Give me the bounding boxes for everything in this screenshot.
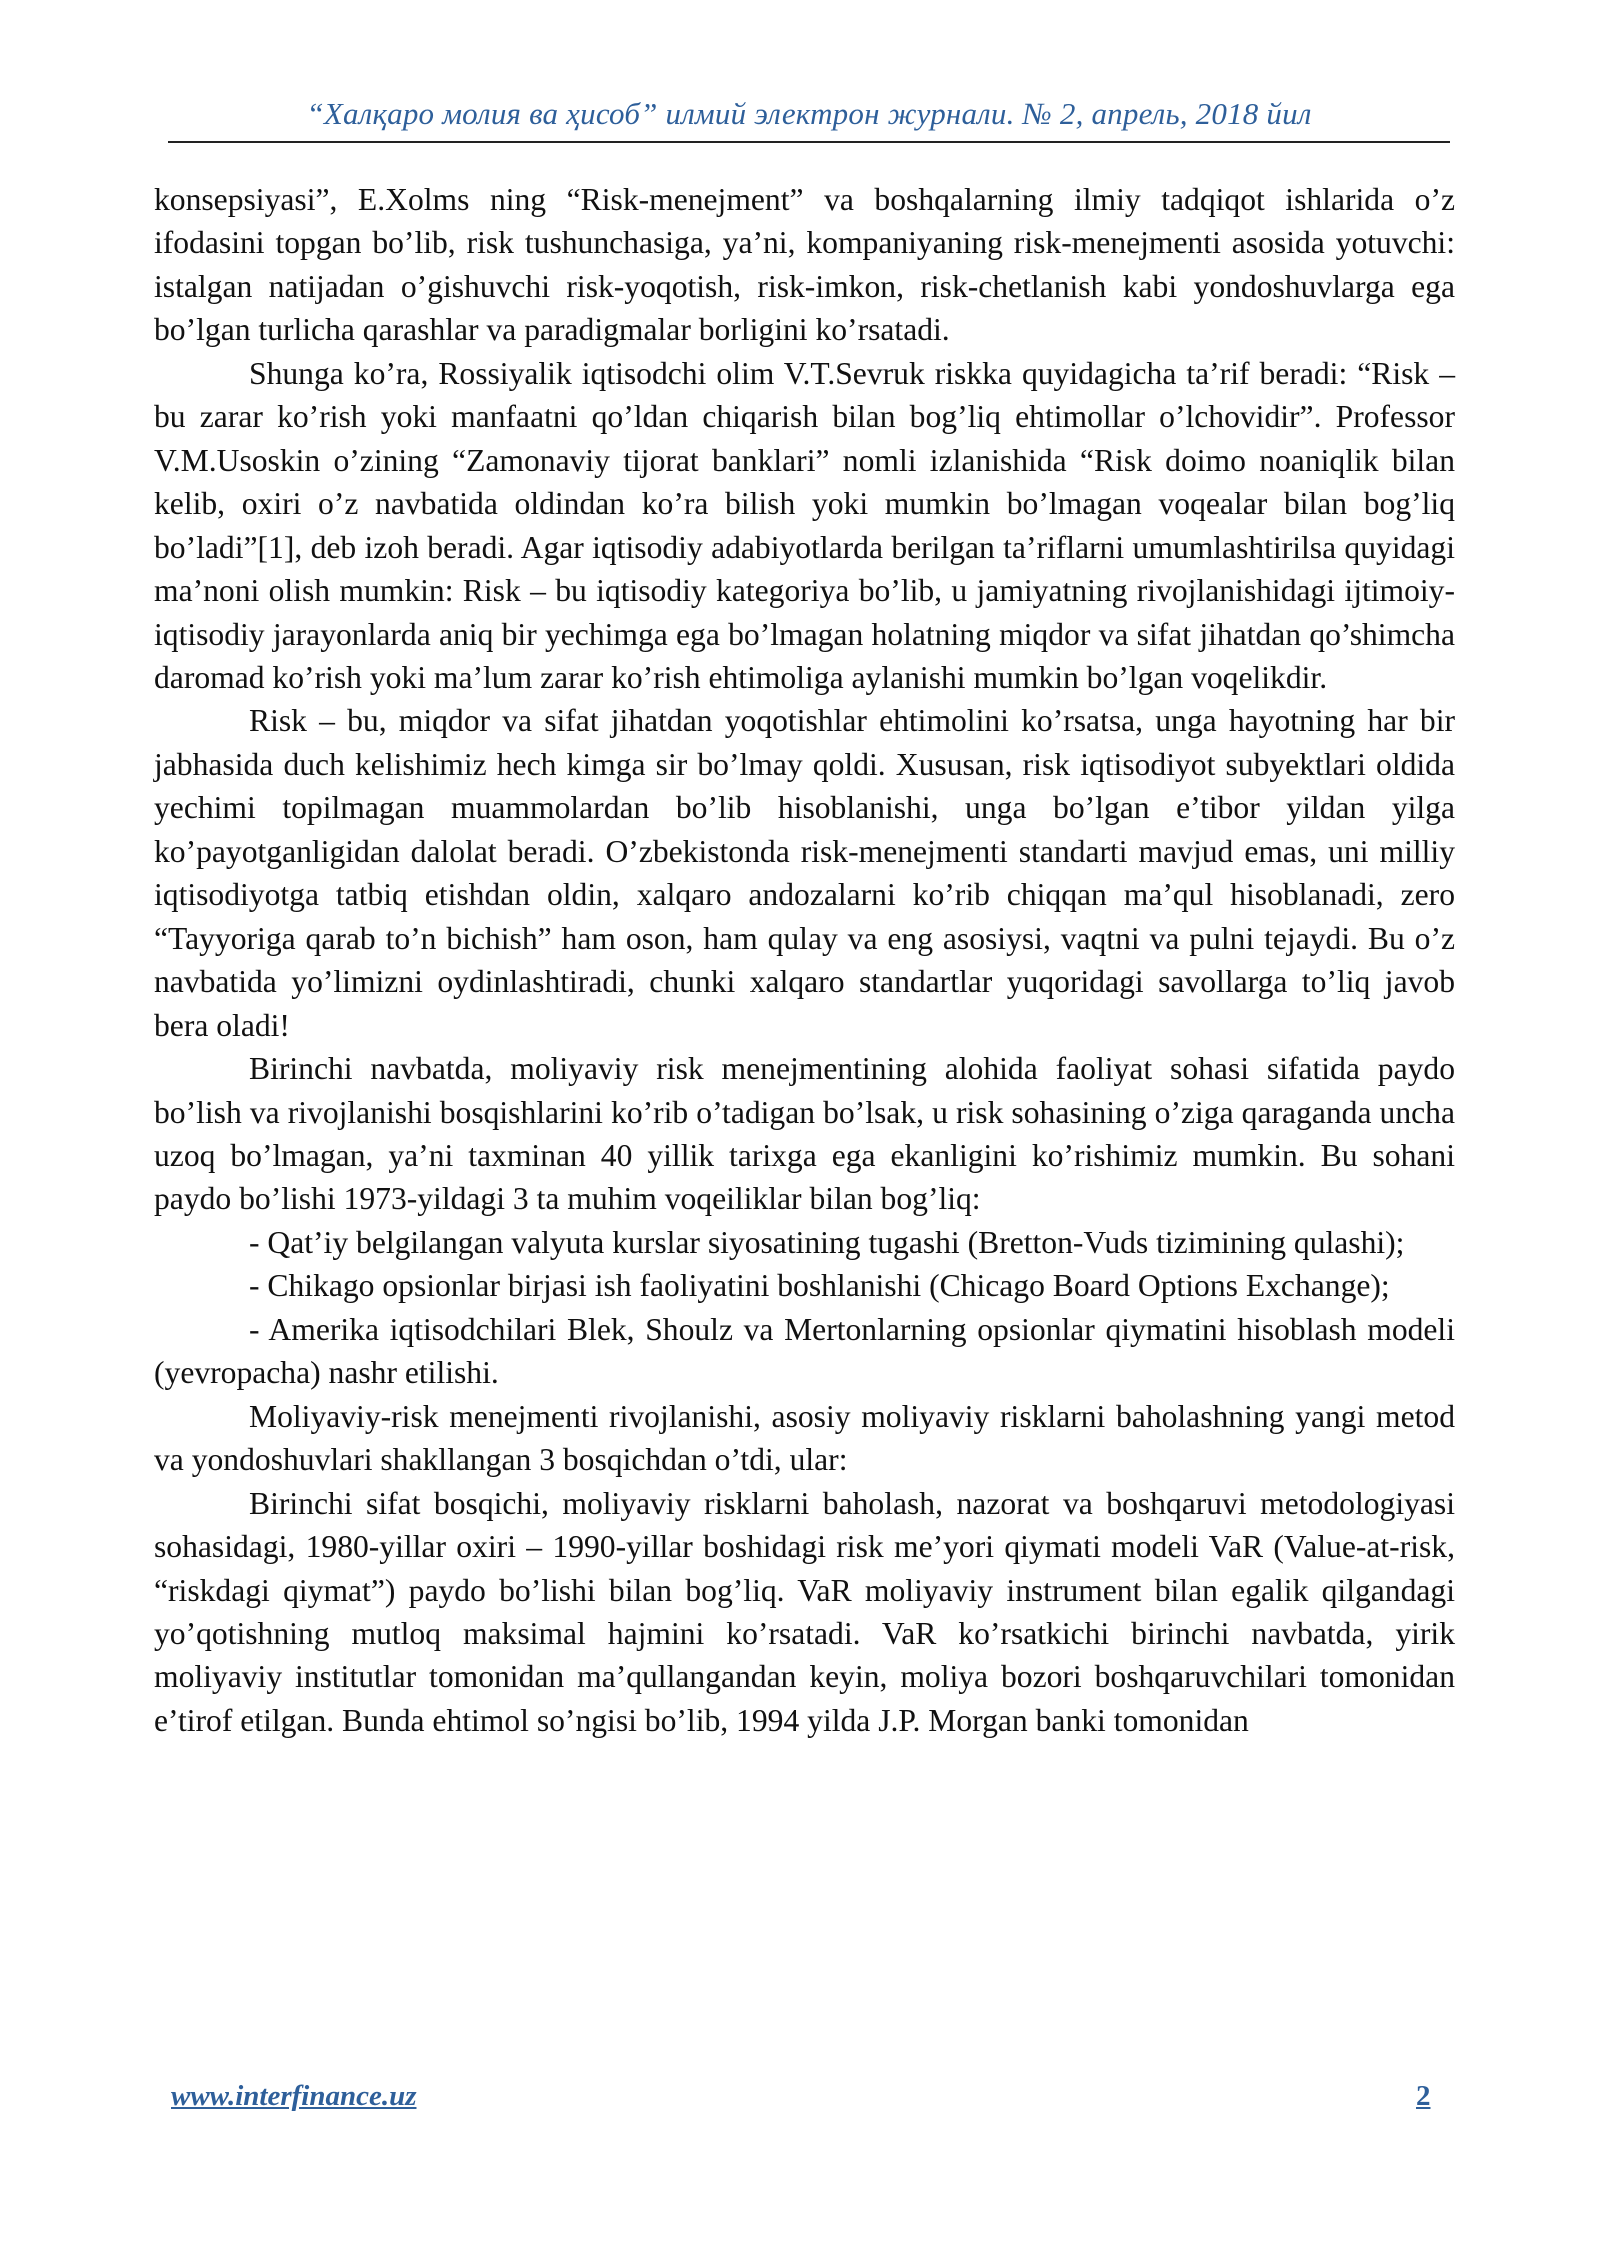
paragraph: Moliyaviy-risk menejmenti rivojlanishi, asosiy moliyaviy risklarni baholashning yangi metod va yondoshuvlari shakllangan 3 bosqichdan o’tdi, ular: — [154, 1398, 1455, 1478]
paragraph: Risk – bu, miqdor va sifat jihatdan yoqotishlar ehtimolini ko’rsatsa, unga hayotning har bir jabhasida duch kelishimiz hech kimga sir bo’lmay qoldi. Xususan, risk iqtisodiyot subyektlari oldida yechimi topilmagan muammolardan bo’lib hisoblanishi, unga bo’lgan e’tibor yildan yilga ko’payotganligidan dalolat beradi. O’zbekistonda risk-menejmenti standarti mavjud emas, uni milliy iqtisodiyotga tatbiq etishdan oldin, xalqaro andozalarni ko’rib chiqqan ma’qul hisoblanadi, zero “Tayyoriga qarab to’n bichish” ham oson, ham qulay va eng asosiysi, vaqtni va pulni tejaydi. Bu o’z navbatida yo’limizni oydinlashtiradi, chunki xalqaro standartlar yuqoridagi savollarga to’liq javob bera oladi! — [154, 703, 1455, 1043]
list-item: - Amerika iqtisodchilari Blek, Shoulz va Mertonlarning opsionlar qiymatini hisoblash modeli (yevropacha) nashr etilishi. — [154, 1311, 1455, 1391]
paragraph: konsepsiyasi”, E.Xolms ning “Risk-menejment” va boshqalarning ilmiy tadqiqot ishlarida o’z ifodasini topgan bo’lib, risk tushunchasiga, ya’ni, kompaniyaning risk-menejmenti asosida yotuvchi: istalgan natijadan o’gishuvchi risk-yoqotish, risk-imkon, risk-chetlanish kabi yondoshuvlarga ega bo’lgan turlicha qarashlar va paradigmalar borligini ko’rsatadi. — [154, 182, 1455, 348]
paragraph: Birinchi sifat bosqichi, moliyaviy risklarni baholash, nazorat va boshqaruvi metodologiyasi sohasidagi, 1980-yillar oxiri – 1990-yillar boshidagi risk me’yori qiymati modeli VaR (Value-at-risk, “riskdagi qiymat”) paydo bo’lishi bilan bog’liq. VaR moliyaviy instrument bilan egalik qilgandagi yo’qotishning mutloq maksimal hajmini ko’rsatadi. VaR ko’rsatkichi birinchi navbatda, yirik moliyaviy institutlar tomonidan ma’qullangandan keyin, moliya bozori boshqaruvchilari tomonidan e’tirof etilgan. Bunda ehtimol so’ngisi bo’lib, 1994 yilda J.P. Morgan banki tomonidan — [154, 1485, 1455, 1738]
journal-header: “Халқаро молия ва ҳисоб” илмий электрон журнали. № 2, апрель, 2018 йил — [306, 96, 1312, 131]
article-body — [154, 178, 1455, 1742]
paragraph: Birinchi navbatda, moliyaviy risk menejmentining alohida faoliyat sohasi sifatida paydo bo’lish va rivojlanishi bosqishlarini ko’rib o’tadigan bo’lsak, u risk sohasining o’ziga qaraganda uncha uzoq bo’lmagan, ya’ni taxminan 40 yillik tarixga ega ekanligini ko’rishimiz mumkin. Bu sohani paydo bo’lishi 1973-yildagi 3 ta muhim voqeiliklar bilan bog’liq: — [154, 1051, 1455, 1217]
website-link[interactable]: www.interfinance.uz — [171, 2080, 417, 2112]
header-rule — [168, 141, 1450, 143]
page-number: 2 — [1416, 2080, 1431, 2112]
list-item: - Qat’iy belgilangan valyuta kurslar siyosatining tugashi (Bretton-Vuds tizimining qulashi); — [249, 1224, 1405, 1260]
paragraph: Shunga ko’ra, Rossiyalik iqtisodchi olim V.T.Sevruk riskka quyidagicha ta’rif beradi: “Risk – bu zarar ko’rish yoki manfaatni qo’ldan chiqarish bilan bog’liq ehtimollar o’lchovidir”. Professor V.M.Usoskin o’zining “Zamonaviy tijorat banklari” nomli izlanishida “Risk doimo noaniqlik bilan kelib, oxiri o’z navbatida oldindan ko’ra bilish yoki mumkin bo’lmagan voqealar bilan bog’liq bo’ladi”[1], deb izoh beradi. Agar iqtisodiy adabiyotlarda berilgan ta’riflarni umumlashtirilsa quyidagi ma’noni olish mumkin: Risk – bu iqtisodiy kategoriya bo’lib, u jamiyatning rivojlanishidagi ijtimoiy-iqtisodiy jarayonlarda aniq bir yechimga ega bo’lmagan holatning miqdor va sifat jihatdan qo’shimcha daromad ko’rish yoki ma’lum zarar ko’rish ehtimoliga aylanishi mumkin bo’lgan voqelikdir. — [154, 355, 1455, 695]
list-item: - Chikago opsionlar birjasi ish faoliyatini boshlanishi (Chicago Board Options Exchange); — [249, 1268, 1390, 1304]
